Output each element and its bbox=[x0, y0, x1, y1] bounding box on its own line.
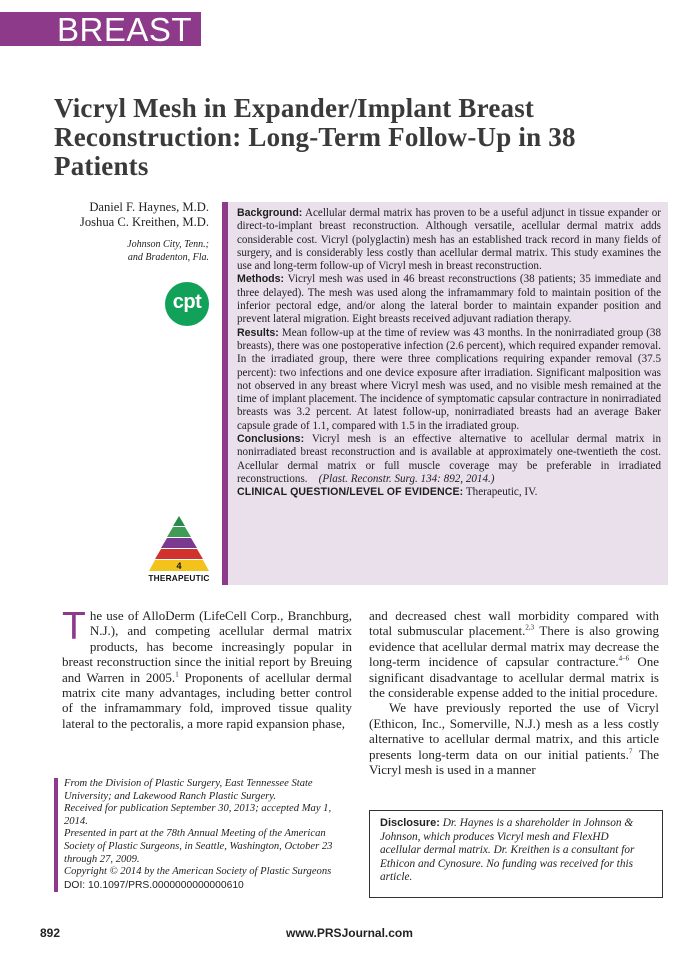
article-title: Vicryl Mesh in Expander/Implant Breast Reconstruction: Long-Term Follow-Up in 38 Patients bbox=[54, 93, 576, 181]
disclosure-text: Dr. Haynes is a shareholder in Johnson & Johnson, which produces Vicryl mesh and FlexHD acellular dermal matrix. Dr. Kreithen is a consultant for Ethicon and Cynosure. No funding was received for this article. bbox=[380, 817, 635, 884]
page-number: 892 bbox=[40, 926, 61, 940]
author-locations bbox=[127, 238, 209, 264]
author-list bbox=[80, 200, 209, 230]
author-name: Joshua C. Kreithen, M.D. bbox=[79, 215, 209, 229]
evidence-label: THERAPEUTIC bbox=[148, 573, 210, 583]
citation: (Plast. Reconstr. Surg. 134: 892, 2014.) bbox=[318, 472, 495, 485]
reference-mark: 7 bbox=[628, 747, 633, 756]
disclosure-box bbox=[369, 810, 663, 898]
abstract-background: Background: Acellular dermal matrix has proven to be a useful adjunct in tissue expander or direct-to-implant breast reconstruction. Although versatile, acellular dermal matrix adds considerable cost. Vicryl (polyglactin) mesh has an established track record in many fields of surgery, and is considerably less costly than acellular dermal matrix. This study examines the use and long-term follow-up of Vicryl mesh in breast reconstruction. bbox=[237, 207, 661, 273]
location-line: and Bradenton, Fla. bbox=[127, 252, 209, 263]
abstract-box bbox=[222, 202, 668, 585]
location-line: Johnson City, Tenn.; bbox=[127, 239, 209, 250]
footnote-from: From the Division of Plastic Surgery, East Tennessee State University; and Lakewood Ranch Plastic Surgery. bbox=[64, 778, 313, 802]
author-name: Daniel F. Haynes, M.D. bbox=[89, 200, 209, 214]
abstract-methods: Methods: Vicryl mesh was used in 46 breast reconstructions (38 patients; 35 immediate and three delayed). The mesh was used along the inframammary fold to maintain position of the inferior pectoral edge, and/or along the lateral border to maintain expander position and prevent lateral migration. Eight breasts received adjuvant radiation therapy. bbox=[237, 273, 662, 326]
footnotes bbox=[54, 778, 354, 892]
abstract-conclusions: Conclusions: Vicryl mesh is an effective alternative to acellular dermal matrix in nonirradiated breast reconstruction and is available at approximately one-twentieth the cost. Acellular dermal matrix or full muscle coverage may be preferable in irradiated reconstructions. (Plast. Reconstr. Surg. 134: 892, 2014.) bbox=[237, 433, 661, 485]
paragraph: We have previously reported the use of Vicryl (Ethicon, Inc., Somerville, N.J.) mesh as a less costly alternative to acellular dermal matrix, and this article presents long-term data on our initial patients.$^7$ The Vicryl mesh is used in a manner bbox=[369, 700, 660, 778]
journal-url: www.PRSJournal.com bbox=[286, 926, 413, 940]
reference-mark: 2,3 bbox=[525, 624, 535, 633]
reference-mark: 1 bbox=[175, 670, 179, 679]
footnote-presented: Presented in part at the 78th Annual Meeting of the American Society of Plastic Surgeons, in Seattle, Washington, October 23 through 27, 2009. bbox=[64, 828, 333, 865]
reference-mark: 4–6 bbox=[618, 654, 630, 663]
drop-cap: T bbox=[62, 605, 86, 648]
section-label: BREAST bbox=[57, 11, 193, 48]
cpt-logo-text: cpt bbox=[172, 291, 202, 313]
abstract-clinical-question: CLINICAL QUESTION/LEVEL OF EVIDENCE: Therapeutic, IV. bbox=[237, 486, 538, 499]
evidence-level: 4 bbox=[176, 561, 182, 571]
doi: DOI: 10.1097/PRS.0000000000000610 bbox=[64, 879, 244, 891]
pyramid-tier-4 bbox=[155, 549, 203, 559]
abstract-results: Results: Mean follow-up at the time of review was 43 months. In the nonirradiated group (38 breasts), there was one postoperative infection (2.6 percent), which required expander removal. In the irradiated group, there were three complications requiring expander removal (37.5 percent): two infections and one device exposure after irradiation. Significant malposition was not observed in any breast where Vicryl mesh was used, and no visible mesh remained at the time of implant placement. The incidence of symptomatic capsular contracture in nonirradiated breasts was 3.2 percent. At latest follow-up, nonirradiated breasts had an average Baker capsule grade of 1.1, compared with 1.5 in the irradiated group. bbox=[237, 326, 661, 432]
footnote-copyright: Copyright © 2014 by the American Society of Plastic Surgeons bbox=[64, 866, 332, 878]
body-column-1: The use of AlloDerm (LifeCell Corp., Branchburg, N.J.), and competing acellular dermal matrix products, has become increasingly popular in breast reconstruction since the initial report by Breuing and Warren in 2005.$^1$ Proponents of acellular dermal matrix cite many advantages, including better control of the inframammary fold, improved tissue quality lateral to the pectoralis, a more rapid expansion phase, bbox=[62, 605, 352, 731]
pyramid-tier-3 bbox=[161, 538, 197, 548]
disclosure-label: Disclosure: bbox=[380, 817, 440, 829]
body-column-2 bbox=[369, 608, 659, 777]
footnote-received: Received for publication September 30, 2013; accepted May 1, 2014. bbox=[64, 803, 332, 827]
pyramid-tier-2 bbox=[167, 527, 191, 537]
pyramid-tier-1 bbox=[173, 516, 185, 526]
cpt-logo bbox=[165, 282, 209, 326]
section-tab bbox=[0, 12, 201, 46]
paragraph: and decreased chest wall morbidity compared with total submuscular placement.$^{2,3}$ There is also growing evidence that acellular dermal matrix may decrease the long-term incidence of capsular contracture.$^{4-6}$ One significant disadvantage to acellular dermal matrix is the considerable expense added to the initial procedure. bbox=[369, 608, 659, 701]
